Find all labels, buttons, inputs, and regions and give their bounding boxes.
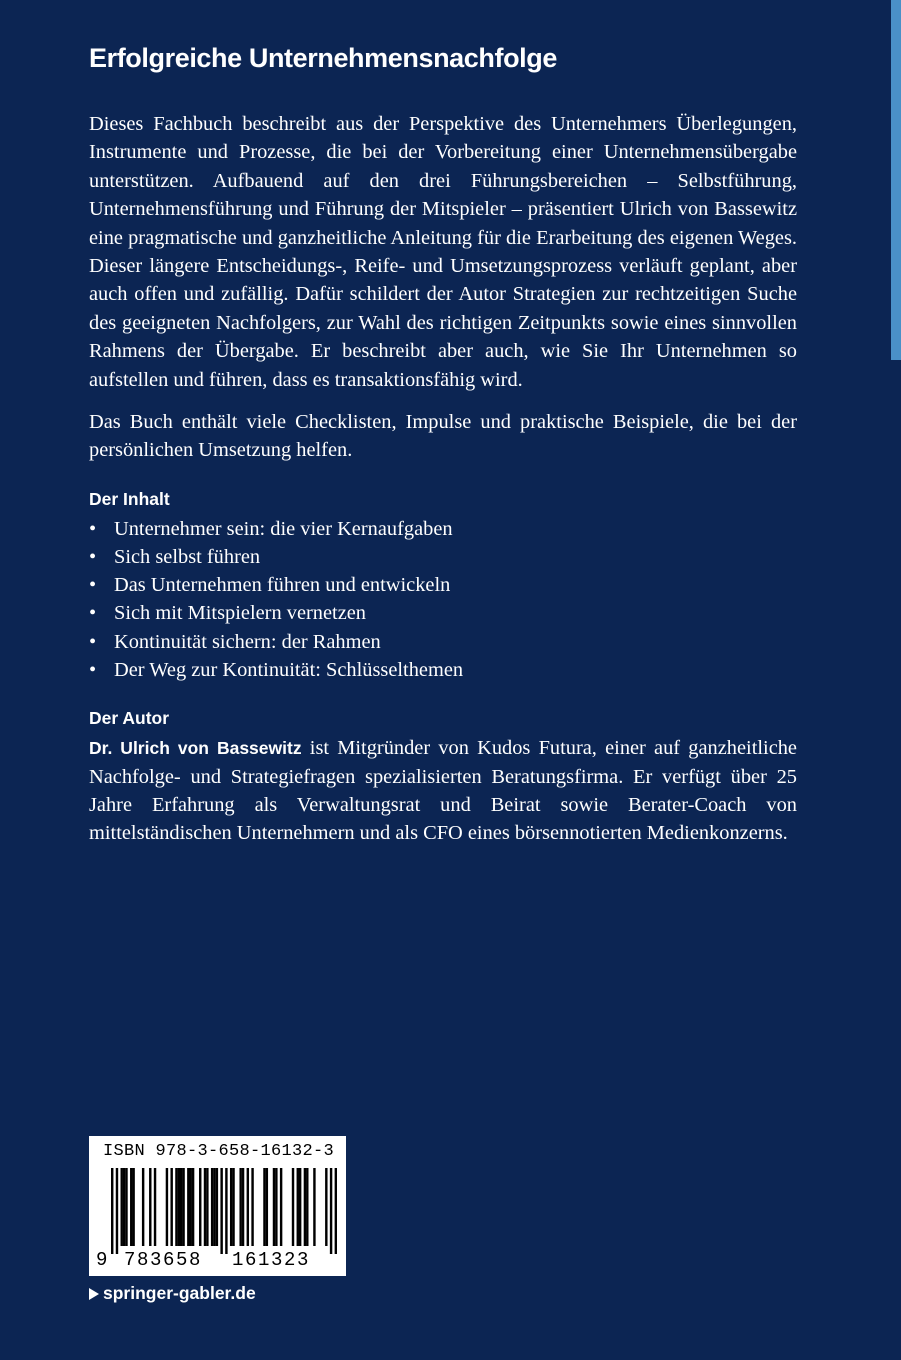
- barcode-bar: [166, 1168, 168, 1246]
- bullet-icon: •: [89, 517, 97, 540]
- barcode-bar: [170, 1168, 172, 1246]
- barcode-bar: [142, 1168, 144, 1246]
- barcode-bar: [199, 1168, 201, 1246]
- barcode-bar: [325, 1168, 327, 1246]
- author-bio-text: ist Mitgründer von Kudos Futura, einer auf ganzheitliche Nachfolge- und Strategiefragen spezialisierten Beratungsfirma. Er verfügt über 25 Jahre Erfahrung als Verwaltungsrat und Beirat sowie Berater-Coach von mittelständischen Unternehmern und als CFO eines börsennotierten Medienkonzerns.: [89, 737, 797, 845]
- barcode-bar: [187, 1168, 189, 1246]
- barcode-bar: [299, 1168, 301, 1246]
- barcode-bar: [149, 1168, 151, 1246]
- barcode-bar: [273, 1168, 275, 1246]
- contents-heading: Der Inhalt: [89, 488, 170, 509]
- barcode-box: [89, 1136, 346, 1276]
- barcode-bar: [335, 1168, 337, 1254]
- list-item: • Der Weg zur Kontinuität: Schlüsselthemen: [89, 656, 797, 684]
- barcode-bar: [266, 1168, 268, 1246]
- list-item: • Das Unternehmen führen und entwickeln: [89, 571, 797, 599]
- publisher-link[interactable]: [89, 1281, 256, 1305]
- isbn-label: ISBN 978-3-658-16132-3: [103, 1142, 335, 1161]
- ean-first-digit: 9: [96, 1249, 110, 1271]
- arrow-right-icon: [89, 1288, 99, 1300]
- author-bio: [89, 734, 797, 848]
- ean-left-group: 783658: [124, 1249, 203, 1271]
- barcode-bar: [178, 1168, 180, 1246]
- barcode-bar: [275, 1168, 277, 1246]
- barcode-bar: [190, 1168, 192, 1246]
- accent-bar: [891, 0, 901, 360]
- barcode-bar: [306, 1168, 308, 1246]
- barcode-bar: [313, 1168, 315, 1246]
- description-paragraph: Dieses Fachbuch beschreibt aus der Perspektive des Unternehmers Überlegungen, Instrumente und Prozesse, die bei der Vorbereitung einer Unternehmensübergabe unterstützen. Aufbauend auf den drei Führungsbereichen – Selbstführung, Unternehmensführung und Führung der Mitspieler – präsentiert Ulrich von Bassewitz eine pragmatische und ganzheitliche Anleitung für die Erarbeitung des eigenen Weges. Dieser längere Entscheidungs-, Reife- und Umsetzungsprozess verläuft geplant, aber auch offen und zufällig. Dafür schildert der Autor Strategien zur rechtzeitigen Suche des geeigneten Nachfolgers, zur Wahl des richtigen Zeitpunkts sowie eines sinnvollen Rahmens der Übergabe. Er beschreibt aber auch, wie Sie Ihr Unternehmen so aufstellen und führen, dass es transaktionsfähig wird.: [89, 113, 797, 391]
- list-item: • Sich mit Mitspielern vernetzen: [89, 599, 797, 627]
- bullet-icon: •: [89, 546, 97, 569]
- barcode-bar: [230, 1168, 232, 1246]
- barcode-bar: [225, 1168, 227, 1254]
- barcode-bar: [292, 1168, 294, 1246]
- barcode-bar: [232, 1168, 234, 1246]
- list-item: • Kontinuität sichern: der Rahmen: [89, 628, 797, 656]
- barcode-bar: [263, 1168, 265, 1246]
- contents-list: [89, 515, 797, 684]
- barcode-bar: [116, 1168, 118, 1254]
- bullet-icon: •: [89, 602, 97, 625]
- barcode-bar: [204, 1168, 206, 1246]
- barcode-bar: [211, 1168, 213, 1246]
- barcode-bar: [182, 1168, 184, 1246]
- barcode-bar: [132, 1168, 134, 1246]
- barcode-bar: [280, 1168, 282, 1246]
- barcode-bar: [251, 1168, 253, 1246]
- barcode-bar: [220, 1168, 222, 1254]
- barcode-bar: [125, 1168, 127, 1246]
- barcode-bar: [304, 1168, 306, 1246]
- barcode-bar: [247, 1168, 249, 1246]
- barcode-bar: [242, 1168, 244, 1246]
- publisher-link-text: springer-gabler.de: [103, 1283, 256, 1303]
- bullet-icon: •: [89, 630, 97, 653]
- barcode-bar: [216, 1168, 218, 1246]
- barcode-bar: [297, 1168, 299, 1246]
- list-item: • Unternehmer sein: die vier Kernaufgaben: [89, 515, 797, 543]
- barcode-bar: [192, 1168, 194, 1246]
- barcode-bars: [111, 1168, 337, 1254]
- barcode-bar: [111, 1168, 113, 1254]
- bullet-icon: •: [89, 574, 97, 597]
- barcode-bar: [180, 1168, 182, 1246]
- bullet-icon: •: [89, 658, 97, 681]
- barcode-bar: [175, 1168, 177, 1246]
- back-cover-content: [89, 40, 797, 848]
- barcode-bar: [213, 1168, 215, 1246]
- barcode-bar: [123, 1168, 125, 1246]
- barcode-bar: [121, 1168, 123, 1246]
- barcode-bar: [130, 1168, 132, 1246]
- book-title: Erfolgreiche Unternehmensnachfolge: [89, 43, 557, 73]
- ean-digits: [92, 1249, 342, 1273]
- list-item: • Sich selbst führen: [89, 543, 797, 571]
- author-name: Dr. Ulrich von Bassewitz: [89, 738, 302, 759]
- description-paragraph-2: Das Buch enthält viele Checklisten, Impulse und praktische Beispiele, die bei der persönlichen Umsetzung helfen.: [89, 411, 797, 462]
- barcode-bar: [154, 1168, 156, 1246]
- ean-right-group: 161323: [232, 1249, 311, 1271]
- barcode-bar: [330, 1168, 332, 1254]
- barcode-bar: [206, 1168, 208, 1246]
- barcode-bar: [239, 1168, 241, 1246]
- author-heading: Der Autor: [89, 708, 170, 729]
